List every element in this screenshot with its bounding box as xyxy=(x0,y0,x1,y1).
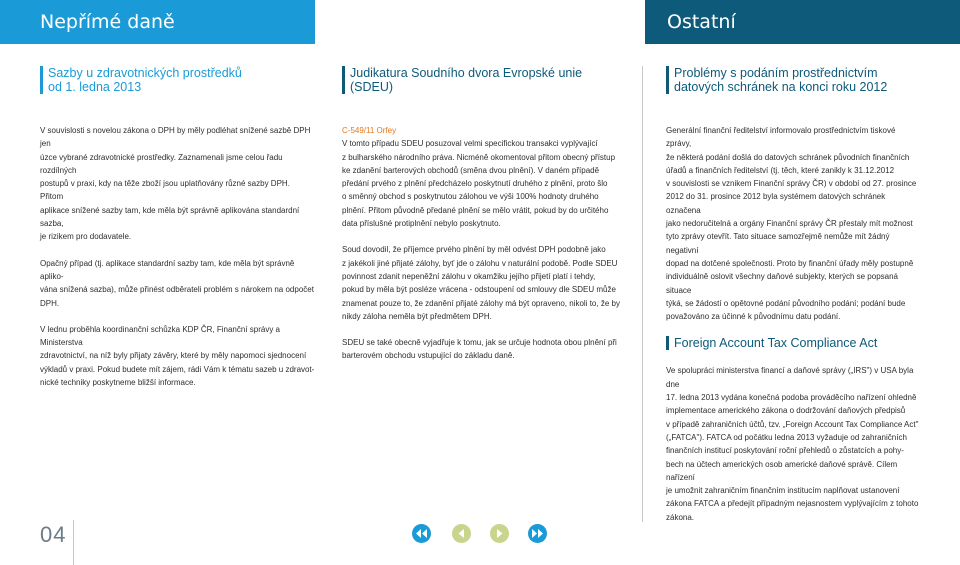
text-line: výkladů v praxi. Pokud budete mít zájem, rádi Vám k tématu sazeb u zdravot- xyxy=(40,364,315,374)
text-line: finančních institucí poskytování roční přehledů o zůstatcích a pohy- xyxy=(666,446,904,456)
heading-line: Problémy s podáním prostřednictvím xyxy=(674,66,878,80)
column-eu-court-case-law xyxy=(342,66,620,376)
text-line: Soud dovodil, že příjemce prvého plnění by měl odvést DPH podobně jako xyxy=(342,245,606,255)
text-line: tyto zprávy otevřít. Tato situace samozřejmě nemůže mít žádný negativní xyxy=(666,232,890,255)
next-page-button[interactable] xyxy=(490,524,509,543)
text-line: že některá podání došlá do datových schránek původních finančních xyxy=(666,152,910,162)
column-divider xyxy=(642,66,643,522)
text-line: v souvislosti se vznikem Finanční správy ČR) v období od 27. prosince xyxy=(666,179,917,189)
text-line: vána snížená sazba), může přinést odběrateli problém s nárokem na odpočet xyxy=(40,285,314,295)
paragraph xyxy=(666,124,921,323)
heading-line: od 1. ledna 2013 xyxy=(48,80,142,94)
text-line: ke zdanění barterových obchodů (směna dvou plnění). V daném případě xyxy=(342,165,600,175)
heading-line: Judikatura Soudního dvora Evropské unie xyxy=(350,66,583,80)
paragraph xyxy=(40,124,315,244)
text-line: nikdy záloha neměla být předmětem DPH. xyxy=(342,311,492,321)
text-line: 2012 do 31. prosince 2012 byla systémem datových schránek označena xyxy=(666,192,886,215)
last-page-button[interactable] xyxy=(528,524,547,543)
text-line: jako nedoručitelná a orgány Finanční správy ČR přestaly mít možnost xyxy=(666,219,913,229)
text-line: povinnost zdanit nepeněžní zálohu v okamžiku jejího přijetí platí i tehdy, xyxy=(342,271,596,281)
text-line: V lednu proběhla koordinanční schůzka KDP ČR, Finanční správy a Ministerstva xyxy=(40,324,280,348)
paragraph xyxy=(342,243,620,323)
section-title-right: Ostatní xyxy=(667,11,736,33)
text-line: („FATCA"). FATCA od počátku ledna 2013 vyžaduje od zahraničních xyxy=(666,432,907,442)
text-line: individuálně oslovit všechny daňové subjekty, kterých se popsaná situace xyxy=(666,272,898,295)
text-line: dopad na dotčené společnosti. Proto by finanční úřady měly postupně xyxy=(666,258,914,268)
heading-line: datových schránek na konci roku 2012 xyxy=(674,80,888,94)
text-line: týká, se žádostí o opětovné podání původního podání; podání bude xyxy=(666,298,906,308)
page-number: 04 xyxy=(40,522,67,547)
heading-line: Sazby u zdravotnických prostředků xyxy=(48,66,242,80)
heading-line: Foreign Account Tax Compliance Act xyxy=(674,336,878,351)
text-line: DPH. xyxy=(40,298,60,308)
article-heading-data-boxes xyxy=(666,66,921,94)
paragraph xyxy=(342,336,620,363)
text-line: data příslušné protiplnění nebylo poskytnuto. xyxy=(342,219,501,229)
text-line: považováno za účinné k původnímu datu podání. xyxy=(666,312,841,322)
text-line: Ve spolupráci ministerstva financí a daňové správy („IRS") v USA byla dne xyxy=(666,366,914,389)
paragraph xyxy=(40,323,315,389)
column-medical-devices-vat xyxy=(40,66,315,402)
section-banner-indirect-taxes xyxy=(0,0,315,44)
text-line: z bulharského národního práva. Nicméně okomentoval přitom obecný přístup xyxy=(342,152,616,162)
first-page-icon xyxy=(416,529,427,538)
article-heading-medical-devices xyxy=(40,66,315,94)
first-page-button[interactable] xyxy=(412,524,431,543)
text-line: z jakékoli jiné přijaté zálohy, byť jde o zálohu v naturální podobě. Podle SDEU xyxy=(342,258,618,268)
page-number-divider xyxy=(73,520,74,565)
paragraph xyxy=(342,137,620,230)
paragraph xyxy=(666,364,921,524)
text-line: je rizikem pro dodavatele. xyxy=(40,232,132,242)
previous-page-button[interactable] xyxy=(452,524,471,543)
article-heading-fatca xyxy=(666,336,921,350)
column-other-topics xyxy=(666,66,921,537)
text-line: je umožnit zahraničním finančním institucím naplňovat ustanovení xyxy=(666,486,900,496)
text-line: zákona FATCA a předejít případným nejasnostem vyplývajícím z tohoto xyxy=(666,499,919,509)
text-line: barterovém obchodu vstupující do základu daně. xyxy=(342,351,515,361)
text-line: úřadů a finančních ředitelství (tj. těch, které zanikly k 31.12.2012 xyxy=(666,165,895,175)
section-banner-other xyxy=(645,0,960,44)
text-line: V tomto případu SDEU posuzoval velmi specifickou transakci vyplývající xyxy=(342,139,598,149)
text-line: nické techniky poskytneme bližší informace. xyxy=(40,378,196,388)
case-id xyxy=(342,124,620,137)
next-page-icon xyxy=(496,529,503,538)
text-line: zákona. xyxy=(666,512,695,522)
text-line: bech na účtech amerických osob americké daňové správě. Cílem nařízení xyxy=(666,459,898,482)
heading-line: (SDEU) xyxy=(350,80,394,94)
text-line: o směnný obchod s poskytnutou zálohou ve výši 100% hodnoty druhého xyxy=(342,192,599,202)
text-line: zdravotnictví, na níž byly přijaty závěry, které by měly napomoci sjednocení xyxy=(40,351,307,361)
text-line: předání prvého z plnění předcházelo poskytnutí druhého z plnění, proto šlo xyxy=(342,179,608,189)
last-page-icon xyxy=(532,529,543,538)
text-line: úzce vybrané zdravotnické prostředky. Zaznamenali jsme celou řadu rozdílných xyxy=(40,152,283,175)
section-title-left: Nepřímé daně xyxy=(40,11,175,33)
text-line: SDEU se také obecně vyjadřuje k tomu, jak se určuje hodnota obou plnění při xyxy=(342,338,617,348)
article-heading-case-law xyxy=(342,66,620,94)
previous-page-icon xyxy=(458,529,465,538)
text-line: aplikace snížené sazby tam, kde měla být správně aplikována standardní sazba, xyxy=(40,205,300,229)
text-line: pokud by měla být posléze vrácena - odstoupení od smlouvy dle SDEU může xyxy=(342,285,616,295)
text-line: 17. ledna 2013 vydána konečná podoba prováděcího nařízení ohledně xyxy=(666,393,917,403)
text-line: znamenat pouze to, že zdanění přijaté zálohy má být opraveno, nikoli to, že by xyxy=(342,298,620,308)
text-line: postupů v praxi, kdy na těže zboží jsou uplatňovány různé sazby DPH. Přitom xyxy=(40,179,290,202)
text-line: Opačný případ (tj. aplikace standardní sazby tam, kde měla být správně apliko- xyxy=(40,258,295,281)
text-line: plnění. Přitom původně předané plnění se mělo vrátit, pokud by do určitého xyxy=(342,205,609,215)
case-id-label: C-549/11 Orfey xyxy=(342,126,397,135)
text-line: v případě zahraničních účtů, tzv. „Foreign Account Tax Compliance Act" xyxy=(666,419,919,429)
text-line: Generální finanční ředitelství informovalo prostřednictvím tiskové zprávy, xyxy=(666,126,896,149)
text-line: V souvislosti s novelou zákona o DPH by měly podléhat snížené sazbě DPH jen xyxy=(40,126,311,149)
text-line: implementace amerického zákona o dodržování daňových předpisů xyxy=(666,406,906,416)
paragraph xyxy=(40,257,315,310)
